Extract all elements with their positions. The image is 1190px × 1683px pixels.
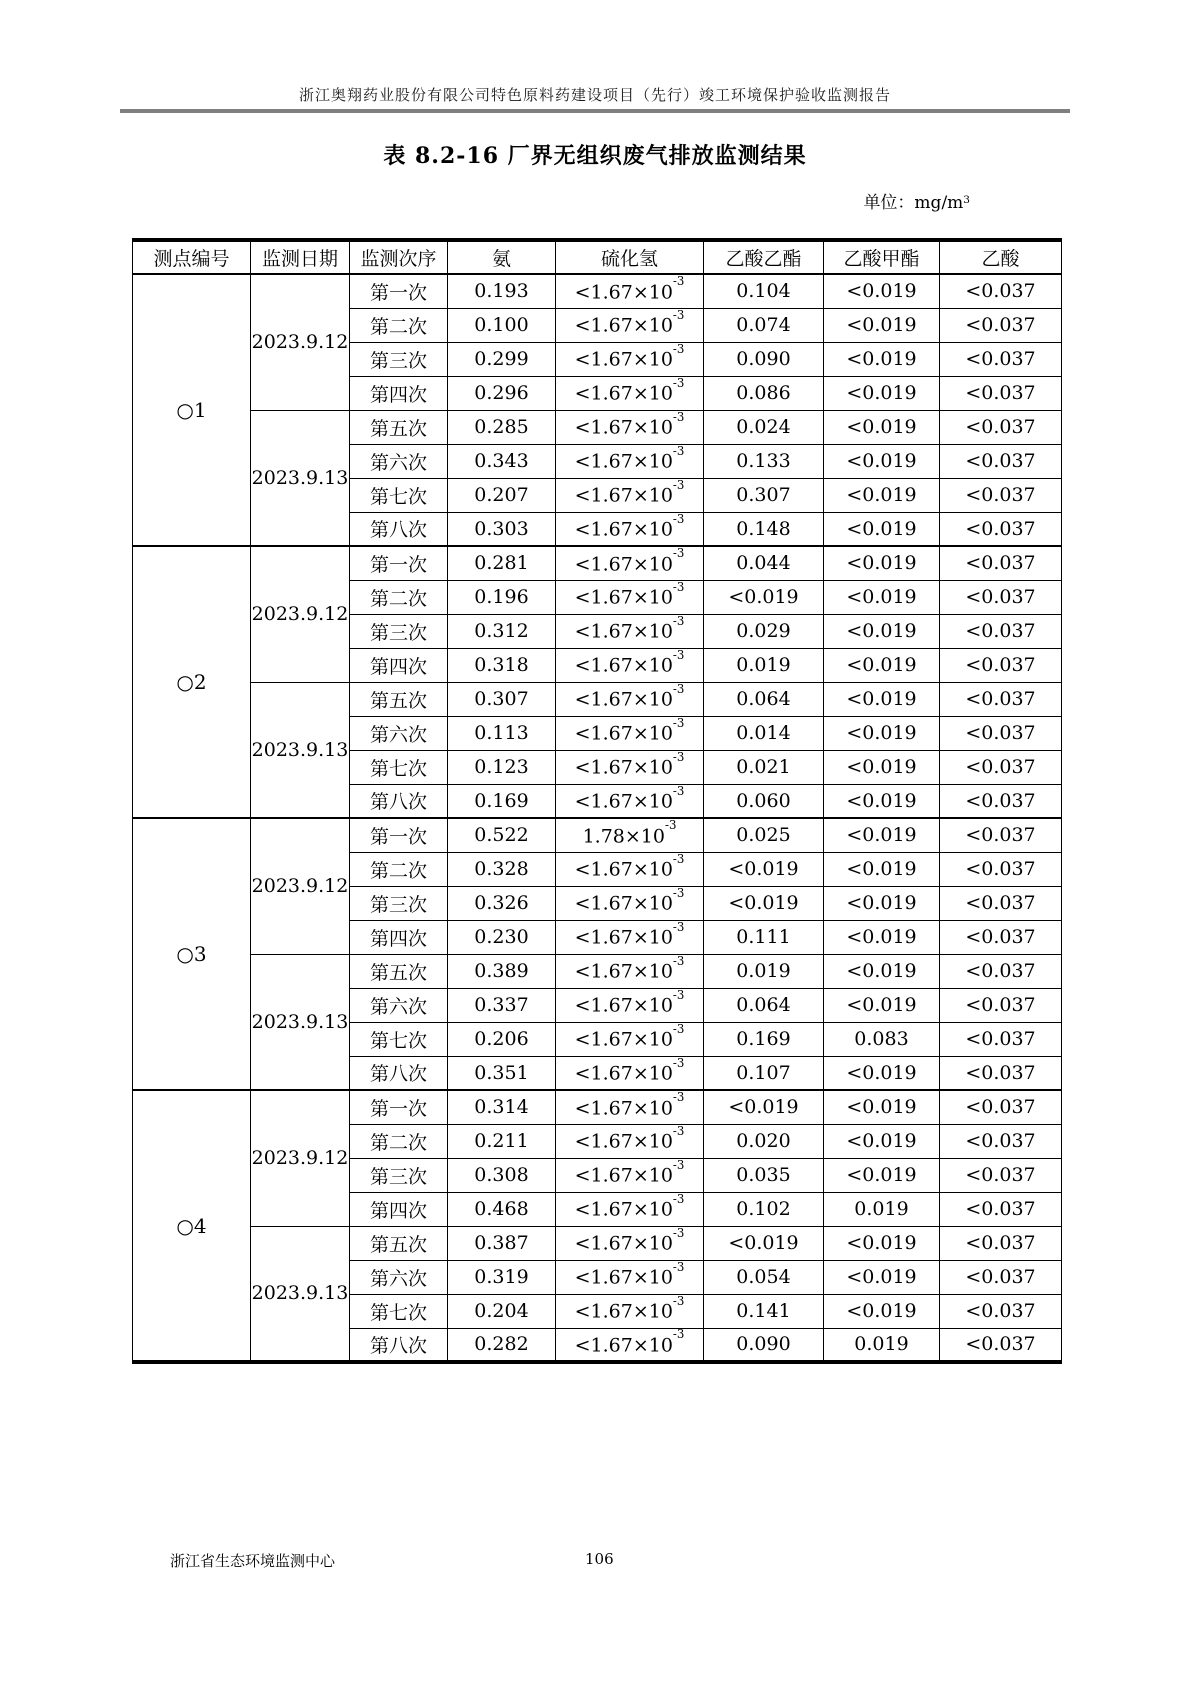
table-row bbox=[133, 410, 1062, 444]
table-row bbox=[133, 818, 1062, 852]
value-cell: $<1.67\times 10^{-3}$ bbox=[556, 614, 704, 648]
sequence-cell: 第五次 bbox=[350, 410, 448, 444]
sequence-cell: 第八次 bbox=[350, 512, 448, 546]
value-cell: 0.064 bbox=[704, 682, 824, 716]
value-cell: <0.019 bbox=[824, 818, 940, 852]
value-cell: 0.230 bbox=[448, 920, 556, 954]
value-cell: 0.024 bbox=[704, 410, 824, 444]
sequence-cell: 第七次 bbox=[350, 478, 448, 512]
value-cell: 0.299 bbox=[448, 342, 556, 376]
date-cell: 2023.9.13 bbox=[251, 1226, 350, 1362]
value-cell: 0.314 bbox=[448, 1090, 556, 1124]
value-cell: 0.326 bbox=[448, 886, 556, 920]
value-cell: <0.037 bbox=[940, 1260, 1062, 1294]
value-cell: 0.102 bbox=[704, 1192, 824, 1226]
value-cell: 0.307 bbox=[704, 478, 824, 512]
value-cell: <0.019 bbox=[824, 1124, 940, 1158]
value-cell: <0.019 bbox=[824, 1226, 940, 1260]
value-cell: <0.019 bbox=[824, 852, 940, 886]
value-cell: $<1.67\times 10^{-3}$ bbox=[556, 750, 704, 784]
value-cell: $<1.67\times 10^{-3}$ bbox=[556, 376, 704, 410]
value-cell: $<1.67\times 10^{-3}$ bbox=[556, 886, 704, 920]
value-cell: <0.037 bbox=[940, 682, 1062, 716]
value-cell: <0.037 bbox=[940, 716, 1062, 750]
value-cell: <0.037 bbox=[940, 1294, 1062, 1328]
sequence-cell: 第三次 bbox=[350, 342, 448, 376]
sequence-cell: 第一次 bbox=[350, 546, 448, 580]
sequence-cell: 第五次 bbox=[350, 954, 448, 988]
column-header-point: 测点编号 bbox=[133, 240, 251, 274]
value-cell: $<1.67\times 10^{-3}$ bbox=[556, 1294, 704, 1328]
value-cell: 0.029 bbox=[704, 614, 824, 648]
value-cell: $1.78\times 10^{-3}$ bbox=[556, 818, 704, 852]
value-cell: 0.303 bbox=[448, 512, 556, 546]
value-cell: 0.014 bbox=[704, 716, 824, 750]
value-cell: <0.037 bbox=[940, 342, 1062, 376]
value-cell: <0.019 bbox=[824, 954, 940, 988]
value-cell: 0.100 bbox=[448, 308, 556, 342]
column-header-sequence: 监测次序 bbox=[350, 240, 448, 274]
value-cell: $<1.67\times 10^{-3}$ bbox=[556, 1090, 704, 1124]
table-row bbox=[133, 682, 1062, 716]
value-cell: <0.037 bbox=[940, 546, 1062, 580]
value-cell: <0.019 bbox=[824, 920, 940, 954]
value-cell: 0.107 bbox=[704, 1056, 824, 1090]
value-cell: <0.037 bbox=[940, 376, 1062, 410]
value-cell: <0.037 bbox=[940, 886, 1062, 920]
value-cell: $<1.67\times 10^{-3}$ bbox=[556, 1158, 704, 1192]
sequence-cell: 第三次 bbox=[350, 614, 448, 648]
value-cell: <0.019 bbox=[824, 274, 940, 308]
value-cell: <0.037 bbox=[940, 1158, 1062, 1192]
sequence-cell: 第四次 bbox=[350, 648, 448, 682]
value-cell: <0.037 bbox=[940, 410, 1062, 444]
sequence-cell: 第二次 bbox=[350, 308, 448, 342]
value-cell: $<1.67\times 10^{-3}$ bbox=[556, 274, 704, 308]
table-header bbox=[133, 240, 1062, 274]
value-cell: <0.019 bbox=[824, 478, 940, 512]
value-cell: <0.019 bbox=[824, 716, 940, 750]
value-cell: <0.019 bbox=[824, 614, 940, 648]
value-cell: <0.037 bbox=[940, 818, 1062, 852]
table-row bbox=[133, 274, 1062, 308]
value-cell: 0.090 bbox=[704, 342, 824, 376]
value-cell: 0.035 bbox=[704, 1158, 824, 1192]
value-cell: $<1.67\times 10^{-3}$ bbox=[556, 512, 704, 546]
value-cell: <0.019 bbox=[824, 580, 940, 614]
value-cell: 0.044 bbox=[704, 546, 824, 580]
value-cell: 0.296 bbox=[448, 376, 556, 410]
value-cell: $<1.67\times 10^{-3}$ bbox=[556, 410, 704, 444]
value-cell: <0.019 bbox=[824, 1090, 940, 1124]
value-cell: $<1.67\times 10^{-3}$ bbox=[556, 1328, 704, 1362]
sequence-cell: 第一次 bbox=[350, 818, 448, 852]
value-cell: 0.019 bbox=[704, 648, 824, 682]
value-cell: 0.206 bbox=[448, 1022, 556, 1056]
value-cell: 0.019 bbox=[824, 1328, 940, 1362]
value-cell: <0.019 bbox=[824, 1260, 940, 1294]
header-row bbox=[133, 240, 1062, 274]
sequence-cell: 第四次 bbox=[350, 376, 448, 410]
value-cell: $<1.67\times 10^{-3}$ bbox=[556, 478, 704, 512]
unit-superscript: 3 bbox=[963, 194, 970, 207]
header-divider bbox=[120, 109, 1070, 113]
sequence-cell: 第一次 bbox=[350, 1090, 448, 1124]
point-group bbox=[133, 1090, 1062, 1362]
value-cell: 0.282 bbox=[448, 1328, 556, 1362]
sequence-cell: 第五次 bbox=[350, 1226, 448, 1260]
value-cell: <0.019 bbox=[704, 1090, 824, 1124]
value-cell: 0.113 bbox=[448, 716, 556, 750]
point-id-cell: ○2 bbox=[133, 546, 251, 818]
value-cell: <0.019 bbox=[824, 1056, 940, 1090]
value-cell: 0.021 bbox=[704, 750, 824, 784]
value-cell: 0.318 bbox=[448, 648, 556, 682]
value-cell: <0.019 bbox=[704, 852, 824, 886]
value-cell: 0.064 bbox=[704, 988, 824, 1022]
sequence-cell: 第二次 bbox=[350, 580, 448, 614]
value-cell: $<1.67\times 10^{-3}$ bbox=[556, 716, 704, 750]
point-group bbox=[133, 546, 1062, 818]
sequence-cell: 第七次 bbox=[350, 750, 448, 784]
value-cell: 0.020 bbox=[704, 1124, 824, 1158]
value-cell: <0.037 bbox=[940, 1328, 1062, 1362]
value-cell: <0.037 bbox=[940, 920, 1062, 954]
footer-org: 浙江省生态环境监测中心 bbox=[170, 1552, 336, 1570]
value-cell: <0.037 bbox=[940, 478, 1062, 512]
value-cell: <0.019 bbox=[824, 342, 940, 376]
report-header-title: 浙江奥翔药业股份有限公司特色原料药建设项目（先行）竣工环境保护验收监测报告 bbox=[298, 86, 891, 104]
table-row bbox=[133, 1226, 1062, 1260]
value-cell: 0.169 bbox=[704, 1022, 824, 1056]
value-cell: $<1.67\times 10^{-3}$ bbox=[556, 920, 704, 954]
table-row bbox=[133, 954, 1062, 988]
value-cell: <0.037 bbox=[940, 988, 1062, 1022]
value-cell: $<1.67\times 10^{-3}$ bbox=[556, 546, 704, 580]
value-cell: 0.351 bbox=[448, 1056, 556, 1090]
column-header-methyl-acetate: 乙酸甲酯 bbox=[824, 240, 940, 274]
value-cell: 0.169 bbox=[448, 784, 556, 818]
value-cell: <0.037 bbox=[940, 1056, 1062, 1090]
value-cell: <0.019 bbox=[824, 682, 940, 716]
value-cell: <0.019 bbox=[824, 886, 940, 920]
date-cell: 2023.9.12 bbox=[251, 818, 350, 954]
point-group bbox=[133, 818, 1062, 1090]
value-cell: <0.019 bbox=[824, 308, 940, 342]
value-cell: 0.060 bbox=[704, 784, 824, 818]
sequence-cell: 第八次 bbox=[350, 1056, 448, 1090]
table-title: 表 8.2-16 厂界无组织废气排放监测结果 bbox=[383, 143, 807, 169]
value-cell: <0.037 bbox=[940, 750, 1062, 784]
value-cell: <0.019 bbox=[824, 784, 940, 818]
date-cell: 2023.9.13 bbox=[251, 954, 350, 1090]
value-cell: 0.307 bbox=[448, 682, 556, 716]
value-cell: 0.141 bbox=[704, 1294, 824, 1328]
value-cell: <0.019 bbox=[704, 580, 824, 614]
point-id-cell: ○3 bbox=[133, 818, 251, 1090]
date-cell: 2023.9.12 bbox=[251, 274, 350, 410]
column-header-h2s: 硫化氢 bbox=[556, 240, 704, 274]
value-cell: 0.111 bbox=[704, 920, 824, 954]
value-cell: 0.086 bbox=[704, 376, 824, 410]
value-cell: 0.389 bbox=[448, 954, 556, 988]
column-header-date: 监测日期 bbox=[251, 240, 350, 274]
value-cell: $<1.67\times 10^{-3}$ bbox=[556, 342, 704, 376]
sequence-cell: 第八次 bbox=[350, 1328, 448, 1362]
sequence-cell: 第六次 bbox=[350, 988, 448, 1022]
value-cell: 0.123 bbox=[448, 750, 556, 784]
value-cell: 0.343 bbox=[448, 444, 556, 478]
value-cell: <0.019 bbox=[824, 988, 940, 1022]
value-cell: <0.019 bbox=[824, 1294, 940, 1328]
value-cell: $<1.67\times 10^{-3}$ bbox=[556, 852, 704, 886]
value-cell: <0.019 bbox=[824, 444, 940, 478]
value-cell: $<1.67\times 10^{-3}$ bbox=[556, 1124, 704, 1158]
value-cell: <0.037 bbox=[940, 852, 1062, 886]
sequence-cell: 第二次 bbox=[350, 852, 448, 886]
value-cell: <0.037 bbox=[940, 274, 1062, 308]
value-cell: 0.312 bbox=[448, 614, 556, 648]
value-cell: 0.193 bbox=[448, 274, 556, 308]
value-cell: 0.074 bbox=[704, 308, 824, 342]
sequence-cell: 第三次 bbox=[350, 1158, 448, 1192]
column-header-ammonia: 氨 bbox=[448, 240, 556, 274]
value-cell: $<1.67\times 10^{-3}$ bbox=[556, 1192, 704, 1226]
value-cell: 0.319 bbox=[448, 1260, 556, 1294]
sequence-cell: 第七次 bbox=[350, 1022, 448, 1056]
point-group bbox=[133, 274, 1062, 546]
value-cell: <0.037 bbox=[940, 1124, 1062, 1158]
sequence-cell: 第二次 bbox=[350, 1124, 448, 1158]
value-cell: 0.468 bbox=[448, 1192, 556, 1226]
value-cell: 0.019 bbox=[824, 1192, 940, 1226]
value-cell: <0.019 bbox=[824, 750, 940, 784]
value-cell: 0.337 bbox=[448, 988, 556, 1022]
table-row bbox=[133, 546, 1062, 580]
value-cell: <0.037 bbox=[940, 444, 1062, 478]
value-cell: <0.037 bbox=[940, 1022, 1062, 1056]
value-cell: 0.148 bbox=[704, 512, 824, 546]
value-cell: 0.133 bbox=[704, 444, 824, 478]
value-cell: $<1.67\times 10^{-3}$ bbox=[556, 1260, 704, 1294]
column-header-acetic-acid: 乙酸 bbox=[940, 240, 1062, 274]
unit-text: 单位：mg/m bbox=[863, 193, 964, 213]
unit-label bbox=[863, 188, 970, 213]
value-cell: <0.037 bbox=[940, 308, 1062, 342]
page-number: 106 bbox=[585, 1550, 614, 1568]
date-cell: 2023.9.13 bbox=[251, 410, 350, 546]
value-cell: $<1.67\times 10^{-3}$ bbox=[556, 1022, 704, 1056]
value-cell: 0.281 bbox=[448, 546, 556, 580]
value-cell: <0.037 bbox=[940, 512, 1062, 546]
sequence-cell: 第三次 bbox=[350, 886, 448, 920]
value-cell: 0.328 bbox=[448, 852, 556, 886]
sequence-cell: 第七次 bbox=[350, 1294, 448, 1328]
sequence-cell: 第六次 bbox=[350, 1260, 448, 1294]
value-cell: <0.037 bbox=[940, 1192, 1062, 1226]
value-cell: 0.211 bbox=[448, 1124, 556, 1158]
value-cell: <0.037 bbox=[940, 1226, 1062, 1260]
date-cell: 2023.9.13 bbox=[251, 682, 350, 818]
value-cell: 0.019 bbox=[704, 954, 824, 988]
value-cell: 0.083 bbox=[824, 1022, 940, 1056]
value-cell: 0.285 bbox=[448, 410, 556, 444]
value-cell: $<1.67\times 10^{-3}$ bbox=[556, 682, 704, 716]
value-cell: <0.037 bbox=[940, 648, 1062, 682]
value-cell: $<1.67\times 10^{-3}$ bbox=[556, 988, 704, 1022]
sequence-cell: 第八次 bbox=[350, 784, 448, 818]
value-cell: 0.308 bbox=[448, 1158, 556, 1192]
value-cell: <0.019 bbox=[824, 512, 940, 546]
point-id-cell: ○4 bbox=[133, 1090, 251, 1362]
value-cell: <0.037 bbox=[940, 614, 1062, 648]
value-cell: <0.019 bbox=[704, 1226, 824, 1260]
sequence-cell: 第一次 bbox=[350, 274, 448, 308]
value-cell: <0.037 bbox=[940, 954, 1062, 988]
value-cell: $<1.67\times 10^{-3}$ bbox=[556, 784, 704, 818]
value-cell: $<1.67\times 10^{-3}$ bbox=[556, 1226, 704, 1260]
column-header-ethyl-acetate: 乙酸乙酯 bbox=[704, 240, 824, 274]
value-cell: 0.054 bbox=[704, 1260, 824, 1294]
value-cell: <0.019 bbox=[824, 410, 940, 444]
value-cell: $<1.67\times 10^{-3}$ bbox=[556, 444, 704, 478]
point-id-cell: ○1 bbox=[133, 274, 251, 546]
value-cell: <0.019 bbox=[824, 376, 940, 410]
value-cell: $<1.67\times 10^{-3}$ bbox=[556, 648, 704, 682]
value-cell: $<1.67\times 10^{-3}$ bbox=[556, 1056, 704, 1090]
monitoring-table bbox=[132, 238, 1062, 1364]
value-cell: <0.019 bbox=[824, 648, 940, 682]
value-cell: 0.196 bbox=[448, 580, 556, 614]
table-row bbox=[133, 1090, 1062, 1124]
value-cell: $<1.67\times 10^{-3}$ bbox=[556, 580, 704, 614]
sequence-cell: 第五次 bbox=[350, 682, 448, 716]
value-cell: <0.019 bbox=[824, 1158, 940, 1192]
value-cell: 0.207 bbox=[448, 478, 556, 512]
value-cell: $<1.67\times 10^{-3}$ bbox=[556, 308, 704, 342]
value-cell: <0.037 bbox=[940, 580, 1062, 614]
date-cell: 2023.9.12 bbox=[251, 1090, 350, 1226]
sequence-cell: 第四次 bbox=[350, 1192, 448, 1226]
sequence-cell: 第六次 bbox=[350, 716, 448, 750]
value-cell: 0.522 bbox=[448, 818, 556, 852]
value-cell: 0.104 bbox=[704, 274, 824, 308]
value-cell: 0.025 bbox=[704, 818, 824, 852]
value-cell: <0.037 bbox=[940, 1090, 1062, 1124]
value-cell: $<1.67\times 10^{-3}$ bbox=[556, 954, 704, 988]
value-cell: 0.387 bbox=[448, 1226, 556, 1260]
value-cell: 0.204 bbox=[448, 1294, 556, 1328]
value-cell: <0.037 bbox=[940, 784, 1062, 818]
value-cell: 0.090 bbox=[704, 1328, 824, 1362]
value-cell: <0.019 bbox=[824, 546, 940, 580]
date-cell: 2023.9.12 bbox=[251, 546, 350, 682]
sequence-cell: 第六次 bbox=[350, 444, 448, 478]
value-cell: <0.019 bbox=[704, 886, 824, 920]
sequence-cell: 第四次 bbox=[350, 920, 448, 954]
